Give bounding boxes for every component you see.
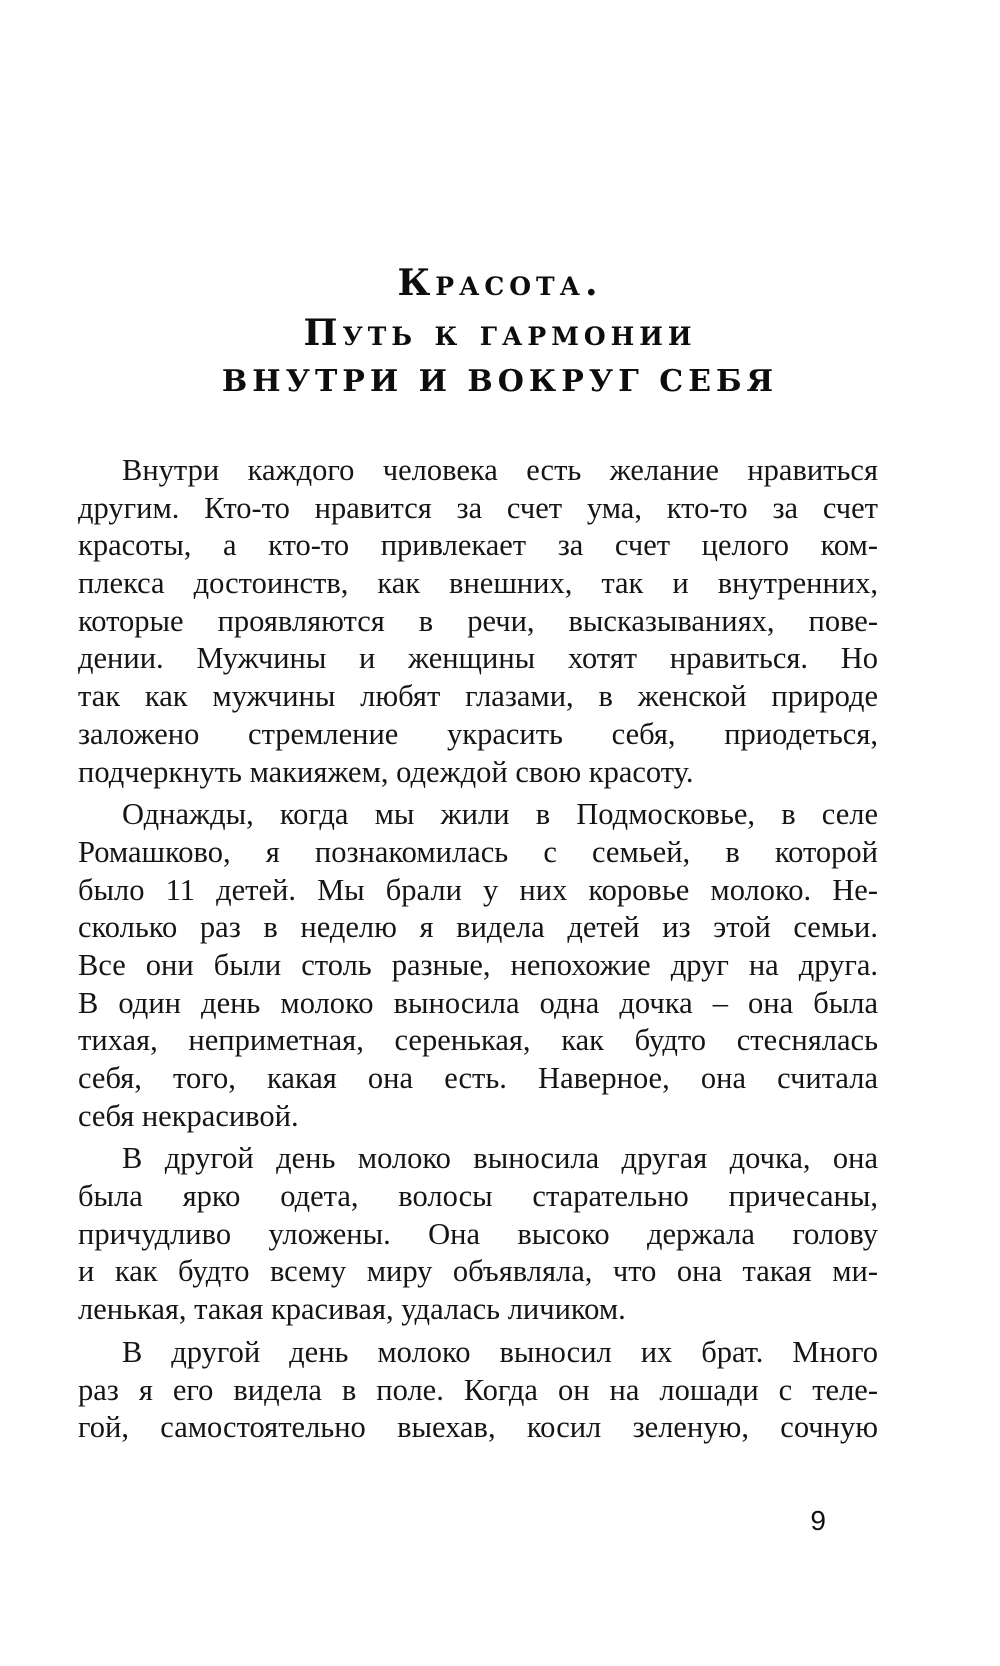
chapter-title-line-3: ВНУТРИ И ВОКРУГ СЕБЯ (221, 364, 779, 399)
chapter-title-line-2: Путь к гармонии (303, 312, 697, 354)
chapter-title (0, 258, 1000, 406)
text-line: раз я его видела в поле. Когда он на лошади с теле- (78, 1372, 878, 1407)
text-line: подчеркнуть макияжем, одеждой свою красоту. (78, 754, 694, 789)
text-line: причудливо уложены. Она высоко держала голову (78, 1216, 878, 1251)
text-line: сколько раз в неделю я видела детей из этой семьи. (78, 910, 878, 945)
text-line: было 11 детей. Мы брали у них коровье молоко. Не- (78, 872, 878, 907)
text-line: Однажды, когда мы жили в Подмосковье, в селе (122, 797, 878, 832)
paragraph (78, 796, 878, 1135)
text-line: В другой день молоко выносил их брат. Много (122, 1334, 878, 1369)
text-line: и как будто всему миру объявляла, что она такая ми- (78, 1254, 878, 1289)
text-line: гой, самостоятельно выехав, косил зеленую, сочную (78, 1410, 878, 1445)
text-line: Ромашково, я познакомилась с семьей, в которой (78, 834, 878, 869)
chapter-body (78, 452, 878, 1447)
text-line: так как мужчины любят глазами, в женской природе (78, 679, 878, 714)
paragraph (78, 452, 878, 791)
text-line: плекса достоинств, как внешних, так и внутренних, (78, 566, 878, 601)
text-line: заложено стремление украсить себя, приодеться, (78, 716, 878, 751)
text-line: красоты, а кто-то привлекает за счет целого ком- (78, 528, 878, 563)
text-line: которые проявляются в речи, высказываниях, пове- (78, 603, 878, 638)
text-line: была ярко одета, волосы старательно причесаны, (78, 1179, 878, 1214)
paragraph (78, 1140, 878, 1328)
chapter-title-line-1: Красота. (397, 262, 603, 304)
paragraph (78, 1334, 878, 1447)
text-line: себя некрасивой. (78, 1098, 299, 1133)
text-line: дении. Мужчины и женщины хотят нравиться. Но (78, 641, 878, 676)
text-line: ленькая, такая красивая, удалась личиком. (78, 1292, 626, 1327)
text-line: В другой день молоко выносила другая дочка, она (122, 1141, 878, 1176)
text-line: В один день молоко выносила одна дочка – она была (78, 985, 878, 1020)
text-line: тихая, неприметная, серенькая, как будто стеснялась (78, 1023, 878, 1058)
text-line: себя, того, какая она есть. Наверное, она считала (78, 1061, 878, 1095)
text-line: другим. Кто-то нравится за счет ума, кто-то за счет (78, 490, 878, 525)
text-line: Все они были столь разные, непохожие друг на друга. (78, 947, 878, 982)
text-line: Внутри каждого человека есть желание нравиться (122, 453, 878, 487)
page-number: 9 (810, 1505, 826, 1536)
